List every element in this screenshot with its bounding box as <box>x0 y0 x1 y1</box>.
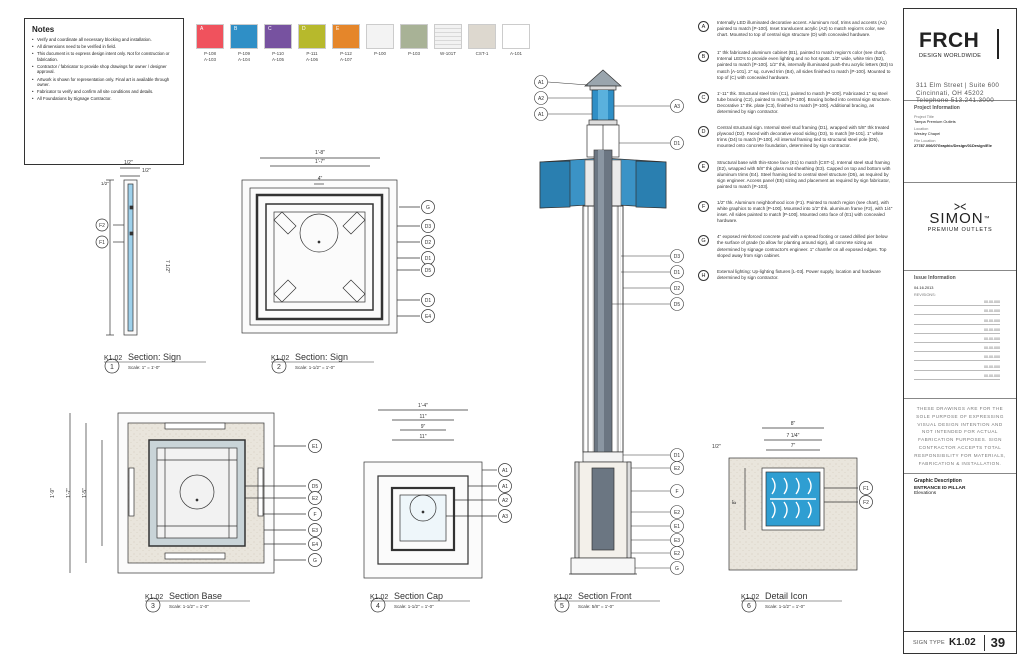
sign-type: K1.02 <box>948 637 976 648</box>
simon-logo-icon: ⪥ <box>953 197 967 213</box>
callout-label: A3 <box>501 514 509 520</box>
view-title-5 <box>554 591 660 612</box>
view-4-section-cap <box>364 410 512 578</box>
callout-label: E3 <box>311 528 319 534</box>
firm-logo-block <box>904 9 1016 105</box>
spec-text: 1'-11" thk. Structural steel trim (C1), painted to match [P-100]. Fabricated 1" sq steel tube bracing (C2), painted to match [P-100]. Bracing bolted into central sign structure. Decorative 1" thk. plate (C3), finished to match [P-100]. Additional bracing, as determined by sign contractor. <box>717 90 891 115</box>
view-title-1 <box>104 352 206 373</box>
revision-row <box>914 306 1000 315</box>
revision-row <box>914 325 1000 334</box>
callout-label: D5 <box>673 302 681 308</box>
callout-label: D5 <box>311 484 319 490</box>
dimension-label: 11" <box>419 434 427 440</box>
revisions-label: REVISIONS: <box>914 293 936 297</box>
callout-label: E2 <box>673 551 681 557</box>
spec-key-bubble: G <box>698 235 709 246</box>
dimension-label: 1/2" <box>101 181 109 186</box>
dimension-label: 8" <box>732 499 738 505</box>
specification-notes <box>698 20 894 291</box>
view-title: Section Base <box>169 591 223 601</box>
swatch-code: A-101 <box>509 51 522 56</box>
spec-note <box>698 200 894 224</box>
graphic-title: ENTRANCE ID PILLAR <box>914 486 966 492</box>
view-reference: K1.02 <box>554 594 573 601</box>
view-reference: K1.02 <box>271 355 290 362</box>
spec-key-bubble: F <box>698 201 709 212</box>
revision-list <box>904 297 1016 380</box>
view-reference: K1.02 <box>370 594 389 601</box>
swatch-code: CST-1 <box>475 51 489 56</box>
revision-row <box>914 352 1000 361</box>
spec-text: 4" exposed reinforced concrete pad with a spread footing or cased drilled pier below the surface of grade (to allow for planting around sign), all concrete sizing as determined by signage contractor's engineer. 1" chamfer on all exposed edges. Top sloped away from sign cabinet. <box>717 234 888 258</box>
callout-label: A1 <box>537 80 545 86</box>
view-title: Section: Sign <box>295 352 349 362</box>
callout-label: A1 <box>537 112 545 118</box>
view-title-4 <box>370 591 470 612</box>
firm-address <box>916 82 999 105</box>
spec-key-bubble: B <box>698 51 709 62</box>
view-1-section-sign <box>96 168 140 335</box>
callout-label: F1 <box>99 240 105 246</box>
view-title-2 <box>271 352 374 373</box>
callout-label: E2 <box>311 496 319 502</box>
swatch-letter: E <box>336 26 340 32</box>
disclaimer: THESE DRAWINGS ARE FOR THE SOLE PURPOSE OF EXPRESSING VISUAL DESIGN INTENTION AND NOT INTENDED FOR ACTUAL FABRICATION PURPOSES. SIGN CONTRACTOR ACCEPTS TOTAL RESPONSIBILITY FOR MATERIALS, FABRICATION & INSTALLATION. <box>904 399 1016 474</box>
revision-row <box>914 334 1000 343</box>
dimension-label: 1'-9" <box>50 488 56 498</box>
callout-label: E2 <box>673 466 681 472</box>
dimension-label: 7 1/4" <box>786 433 800 439</box>
callout-label: D3 <box>673 254 681 260</box>
dimension-label: 8" <box>790 421 796 427</box>
note-item: • This document is to express design intent only. Not for construction or fabrication. <box>32 51 176 62</box>
logo-bar <box>997 29 999 59</box>
revision-row <box>914 297 1000 306</box>
footer-divider <box>984 635 985 651</box>
graphic-head: Graphic Description <box>914 478 962 485</box>
callout-label: F2 <box>99 223 105 229</box>
graphic-subtitle: Elevations <box>914 491 937 497</box>
firm-subtitle: DESIGN WORLDWIDE <box>919 53 982 59</box>
callout-label: E1 <box>311 444 319 450</box>
dimension-label: 1'-7" <box>315 159 325 165</box>
spec-note <box>698 91 894 115</box>
dimension-label: 1'-7" <box>66 488 72 498</box>
revision-row <box>914 371 1000 380</box>
dimension-label: 7" <box>790 443 796 449</box>
view-reference: K1.02 <box>145 594 164 601</box>
client-name <box>904 211 1016 227</box>
view-number: 3 <box>151 603 155 610</box>
view-title: Detail Icon <box>765 591 808 601</box>
callout-label: A2 <box>537 96 545 102</box>
view-title: Section Cap <box>394 591 444 601</box>
dimension-label: 4" <box>317 176 323 182</box>
revision-date: 00.00.000 <box>984 309 1000 314</box>
dimension-label: 1'-5" <box>82 488 88 498</box>
callout-label: D1 <box>673 453 681 459</box>
callout-label: F <box>313 512 317 518</box>
revision-date: 00.00.000 <box>984 336 1000 341</box>
spec-key-bubble: A <box>698 21 709 32</box>
view-number: 6 <box>747 603 751 610</box>
spec-text: 1/2" thk. Aluminum neighborhood icon (F1). Painted to match region (see chart), with white graphics to match [P-100]. Mounted into 1/2" thk. aluminum frame (F2), with 1/4" inset. All sides painted to match [P-100]. Mounted onto face of (E1) with concealed hardware. <box>717 199 893 224</box>
callout-label: D1 <box>424 256 432 262</box>
project-title: Tampa Premium Outlets <box>914 119 956 124</box>
callout-label: G <box>675 566 679 572</box>
swatch-code: P-111 A-106 <box>305 51 318 62</box>
view-number: 2 <box>277 364 281 371</box>
callout-label: D1 <box>673 270 681 276</box>
callout-label: E4 <box>424 314 432 320</box>
callout-label: F <box>675 489 679 495</box>
view-scale: Scale: 1-1/2" = 1'-0" <box>765 604 805 609</box>
client-wordmark: SIMON <box>929 210 984 227</box>
callout-label: D3 <box>424 224 432 230</box>
dimension-label: 11" <box>419 414 427 420</box>
file-label: File Location <box>914 139 936 143</box>
callout-label: E4 <box>311 542 319 548</box>
spec-text: 1" thk fabricated aluminum cabinet (B1), painted to match region's color (see chart). Internal LED's to provide even lighting and no hot spots. 1/2" wide, white trim (B2), painted to match [P-100]. 1/2" thk, internally illuminated push-thru acrylic letters (B3) to match [A-101]. 2" sq. curved trim (B4), all sides finished to match [P-100]. Mounted to top of (C) with concealed hardware. <box>717 50 894 80</box>
view-scale: Scale: 5/8" = 1'-0" <box>578 604 614 609</box>
spec-note <box>698 269 894 281</box>
revision-date: 00.00.000 <box>984 318 1000 323</box>
view-scale: Scale: 1" = 1'-0" <box>128 365 160 370</box>
notes-title: Notes <box>32 25 55 34</box>
issue-information <box>904 271 1016 399</box>
swatch-code: W-101T <box>440 51 456 56</box>
issue-date: 04.16.2013 <box>914 285 934 290</box>
location: Wesley Chapel <box>914 131 941 136</box>
swatch-code: P-110 A-105 <box>271 51 284 62</box>
view-scale: Scale: 1-1/2" = 1'-0" <box>394 604 434 609</box>
spec-key-bubble: E <box>698 161 709 172</box>
spec-key-bubble: H <box>698 270 709 281</box>
note-item: • Contractor / fabricator to provide shop drawings for owner / designer approval. <box>32 64 176 75</box>
project-information <box>904 101 1016 183</box>
view-2-section-sign <box>242 158 435 333</box>
spec-note <box>698 125 894 149</box>
dimension-label: 7 1/2" <box>164 260 170 273</box>
callout-label: D1 <box>673 141 681 147</box>
callout-label: D2 <box>424 240 432 246</box>
sign-type-footer <box>904 631 1016 653</box>
swatch-code: P-108 A-103 <box>203 51 216 62</box>
spec-text: Structural base with thin-stone face (E1) to match [CST-1]. Internal steel stud framing (E2), wrapped with 5/8" thk glass mat sheathing (E3). Capped on top and bottom with aluminum trims (E4). Steel framing tied to central steel structure (D5), as required by sign engineer. Access panel (E5) sizing and placement as required by sign fabricator, painted to match [P-103]. <box>717 159 891 189</box>
note-item: • Verify and coordinate all necessary blocking and installation. <box>32 37 176 43</box>
callout-label: D5 <box>424 268 432 274</box>
view-title: Section: Sign <box>128 352 182 362</box>
dimension-label: 1/2" <box>142 168 151 174</box>
revision-date: 00.00.000 <box>984 300 1000 305</box>
revision-date: 00.00.000 <box>984 355 1000 360</box>
view-3-section-base <box>70 413 322 573</box>
dimension-label: 1'-4" <box>418 403 428 409</box>
address-line: Cincinnati, OH 45202 <box>916 89 984 97</box>
revision-row <box>914 315 1000 324</box>
callout-label: A1 <box>501 484 509 490</box>
view-5-section-front <box>537 70 666 574</box>
spec-key-bubble: D <box>698 126 709 137</box>
project-head: Project Information <box>914 105 960 111</box>
callout-label: F1 <box>863 486 869 492</box>
file-location: 27787.006/07Graphic/Design/01Design/Ele <box>914 143 992 148</box>
view-reference: K1.02 <box>741 594 760 601</box>
swatch-code: P-109 A-104 <box>237 51 250 62</box>
client-subtitle: PREMIUM OUTLETS <box>927 227 993 233</box>
dimension-label: 1/2" <box>712 444 721 450</box>
swatch-code: P-103 <box>407 51 420 56</box>
spec-text: External lighting: Up-lighting fixtures [L-03]. Power supply, location and hardware determined by sign contractor. <box>717 268 881 280</box>
callout-label: E3 <box>673 538 681 544</box>
note-item: • Artwork is shown for representation only. Final art is available through owner. <box>32 77 176 88</box>
callout-label: F2 <box>863 500 869 506</box>
note-item: • All Foundations by Signage Contractor. <box>32 96 176 102</box>
address-line: 311 Elm Street | Suite 600 <box>916 82 1000 89</box>
firm-logo: FRCH <box>919 29 980 52</box>
swatch-letter: D <box>302 26 306 32</box>
spec-key-bubble: C <box>698 92 709 103</box>
title-block <box>903 8 1017 654</box>
note-item: • Fabricator to verify and confirm all site conditions and details. <box>32 89 176 95</box>
callout-label: E1 <box>673 524 681 530</box>
swatch-code: P-100 <box>373 51 386 56</box>
trademark: ™ <box>983 216 991 222</box>
graphic-description <box>904 474 1016 500</box>
view-title-3 <box>145 591 250 612</box>
spec-text: Internally LED illuminated decorative accent. Aluminum roof, trims and accents (A1) painted to match [P-100]. Inset translucent acrylic (A2) to match region's color, see chart. Mounted to top of central sign structure (D) with concealed hardware. <box>717 20 887 38</box>
revision-date: 00.00.000 <box>984 373 1000 378</box>
callout-label: E2 <box>673 510 681 516</box>
revision-date: 00.00.000 <box>984 346 1000 351</box>
dimension-label: 9" <box>420 424 426 430</box>
spec-text: Central structural sign. Internal steel stud framing (D1), wrapped with 5/8" thk treated plywood (D2). Faced with decorative wood siding (D3), to match [W-101]. 1" white trims (D4) to match [P-100]. All internal framing tied to structural steel pole (D5), mounted onto concrete foundation, determined by sign contractor. <box>717 125 890 149</box>
callout-label: D1 <box>424 298 432 304</box>
project-title-label: Project Title <box>914 115 934 119</box>
swatch-letter: B <box>234 26 238 32</box>
spec-note <box>698 20 894 38</box>
callout-label: G <box>313 558 317 564</box>
callout-label: A2 <box>501 498 509 504</box>
client-logo <box>904 183 1016 271</box>
view-number: 1 <box>110 364 114 371</box>
view-number: 4 <box>376 603 380 610</box>
spec-note <box>698 234 894 258</box>
view-title: Section Front <box>578 591 632 601</box>
callout-label: A3 <box>673 104 681 110</box>
spec-note <box>698 50 894 80</box>
view-scale: Scale: 1-1/2" = 1'-0" <box>169 604 209 609</box>
dimension-label: 1/2" <box>124 160 133 166</box>
dimension-label: 1'-8" <box>315 150 325 156</box>
sheet-number: 39 <box>990 635 1006 650</box>
revision-date: 00.00.000 <box>984 364 1000 369</box>
view-number: 5 <box>560 603 564 610</box>
phone-line: Telephone 513.241.3000 <box>916 97 995 105</box>
view-6-detail-icon <box>729 428 873 570</box>
location-label: Location <box>914 127 929 131</box>
callout-label: A1 <box>501 468 509 474</box>
view-reference: K1.02 <box>104 355 123 362</box>
view-scale: Scale: 1-1/2" = 1'-0" <box>295 365 335 370</box>
swatch-code: P-112 A-107 <box>339 51 352 62</box>
swatch-letter: A <box>200 26 204 32</box>
callout-label: D2 <box>673 286 681 292</box>
revision-row <box>914 361 1000 370</box>
revision-date: 00.00.000 <box>984 327 1000 332</box>
spec-note <box>698 160 894 190</box>
issue-head: Issue Information <box>914 275 956 281</box>
callout-label: G <box>426 205 430 211</box>
note-item: • All dimensions need to be verified in field. <box>32 44 176 50</box>
revision-row <box>914 343 1000 352</box>
swatch-letter: C <box>268 26 272 32</box>
view-title-6 <box>741 591 842 612</box>
sign-type-label: SIGN TYPE <box>913 639 945 646</box>
